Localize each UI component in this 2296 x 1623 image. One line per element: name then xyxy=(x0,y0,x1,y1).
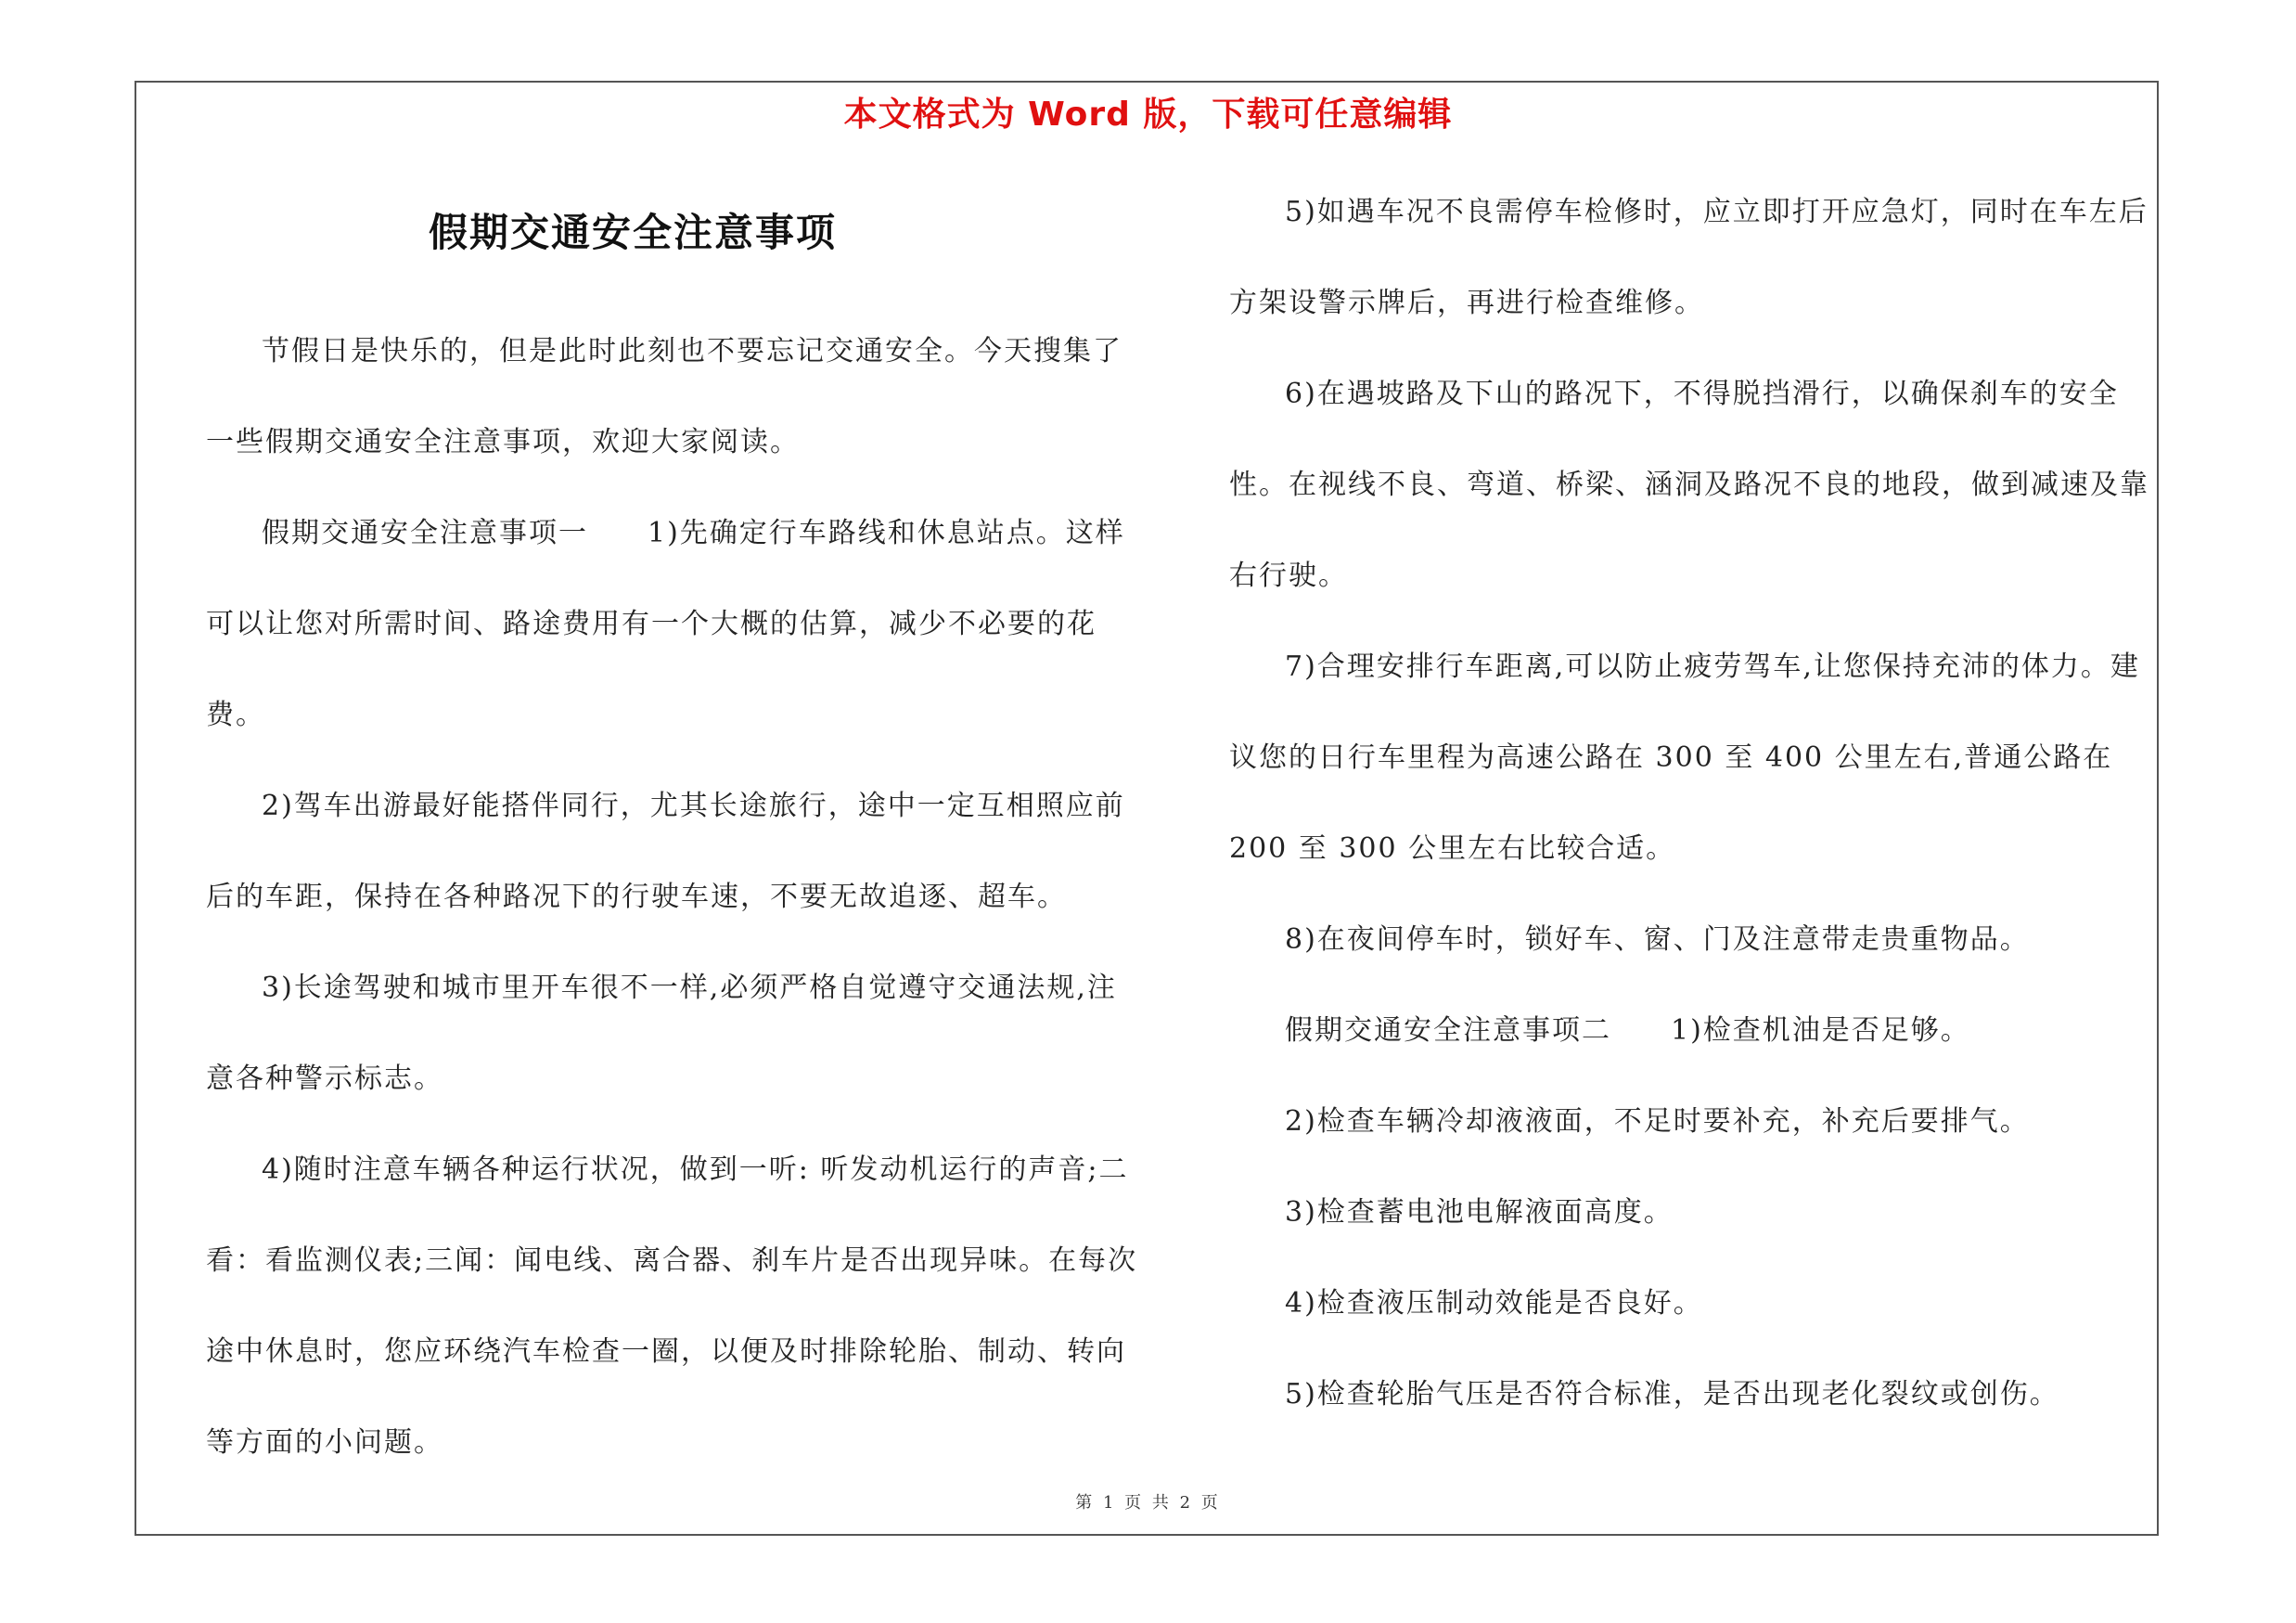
document-title: 假期交通安全注意事项 xyxy=(428,210,837,255)
paragraph-item-8: 8)在夜间停车时，锁好车、窗、门及注意带走贵重物品。 xyxy=(1285,923,2030,956)
paragraph-section-two-item-5: 5)检查轮胎气压是否符合标准，是否出现老化裂纹或创伤。 xyxy=(1285,1378,2059,1410)
right-column-body xyxy=(1229,167,2157,1440)
paragraph-section-two-item-2: 2)检查车辆冷却液液面，不足时要补充，补充后要排气。 xyxy=(1285,1105,2030,1138)
paragraph-item-7: 7)合理安排行车距离,可以防止疲劳驾车,让您保持充沛的体力。建议您的日行车里程为高速公路在 300 至 400 公里左右,普通公路在 200 至 300 公里左右比较合适。 xyxy=(1229,650,2140,865)
paragraph-item-6: 6)在遇坡路及下山的路况下，不得脱挡滑行，以确保刹车的安全性。在视线不良、弯道、桥梁、涵洞及路况不良的地段，做到减速及靠右行驶。 xyxy=(1229,378,2149,592)
paragraph-section-two-item-4: 4)检查液压制动效能是否良好。 xyxy=(1285,1287,1703,1320)
left-column-body xyxy=(206,306,1143,1488)
paragraph-intro: 节假日是快乐的，但是此时此刻也不要忘记交通安全。今天搜集了一些假期交通安全注意事项，欢迎大家阅读。 xyxy=(206,335,1122,458)
paragraph-section-two-item-1: 假期交通安全注意事项二 1)检查机油是否足够。 xyxy=(1285,1014,1970,1047)
paragraph-section-two-item-3: 3)检查蓄电池电解液面高度。 xyxy=(1285,1196,1674,1229)
format-banner: 本文格式为 Word 版，下载可任意编辑 xyxy=(843,96,1453,134)
paragraph-item-2: 2)驾车出游最好能搭伴同行，尤其长途旅行，途中一定互相照应前后的车距，保持在各种路况下的行驶车速，不要无故追逐、超车。 xyxy=(206,790,1125,913)
paragraph-item-5: 5)如遇车况不良需停车检修时，应立即打开应急灯，同时在车左后方架设警示牌后，再进行检查维修。 xyxy=(1229,196,2148,319)
paragraph-item-4: 4)随时注意车辆各种运行状况，做到一听: 听发动机运行的声音;二看：看监测仪表;三闻：闻电线、离合器、刹车片是否出现异味。在每次途中休息时，您应环绕汽车检查一圈，以便及时排除轮胎、制动、转向等方面的小问题。 xyxy=(206,1153,1138,1459)
paragraph-item-3: 3)长途驾驶和城市里开车很不一样,必须严格自觉遵守交通法规,注意各种警示标志。 xyxy=(206,972,1117,1095)
page-number-footer: 第 1 页 共 2 页 xyxy=(1075,1493,1221,1513)
paragraph-section-one-item-1: 假期交通安全注意事项一 1)先确定行车路线和休息站点。这样可以让您对所需时间、路途费用有一个大概的估算，减少不必要的花费。 xyxy=(206,517,1125,731)
